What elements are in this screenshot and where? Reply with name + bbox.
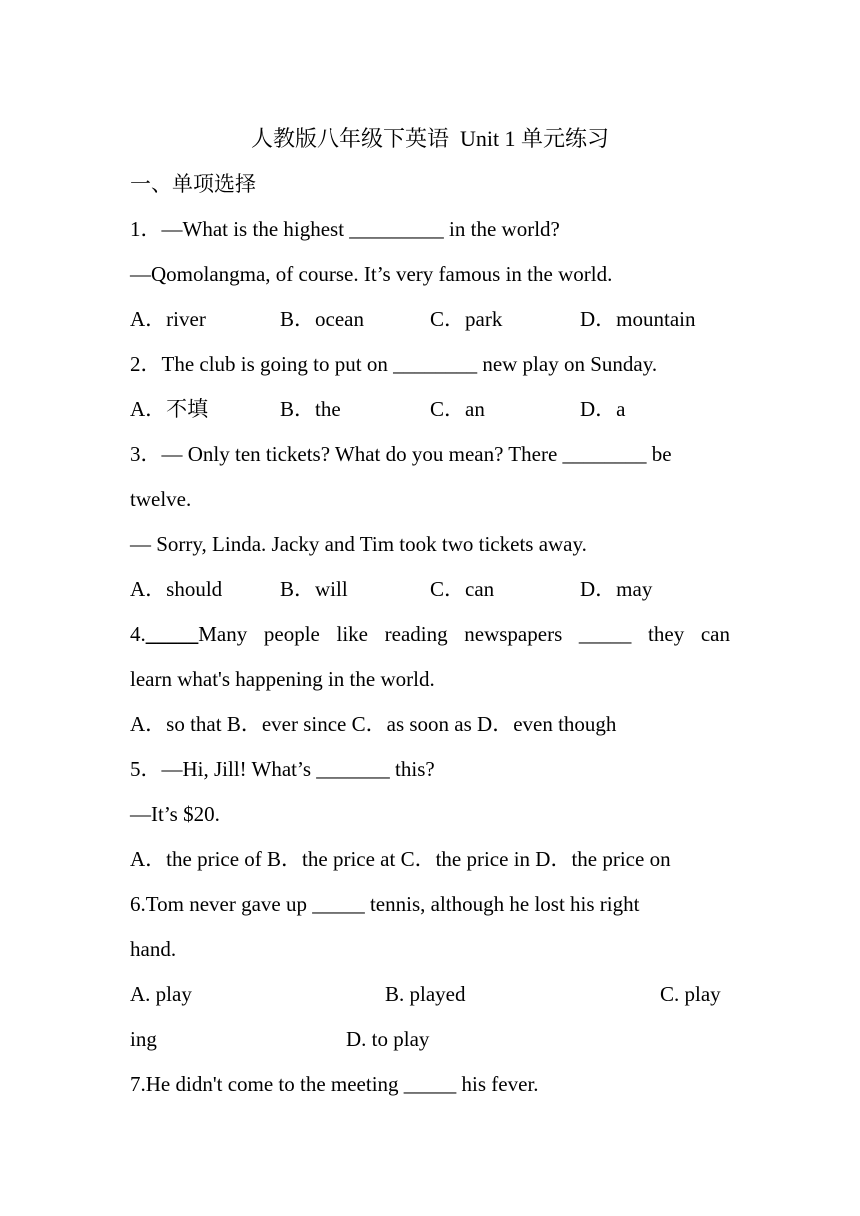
question-4-number: 4. (130, 622, 146, 646)
question-3-stem-line-2: twelve. (130, 487, 192, 511)
question-1-answer-line: —Qomolangma, of course. It’s very famous in the world. (130, 262, 613, 286)
question-6-stem-line-1: 6.Tom never gave up _____ tennis, although he lost his right (130, 892, 640, 916)
question-1-option-d: D．mountain (580, 307, 696, 331)
question-6-option-a: A. play (130, 982, 192, 1006)
question-6-stem-line-2: hand. (130, 937, 177, 961)
question-3-option-d: D．may (580, 577, 653, 601)
question-2-option-a: A．不填 (130, 397, 209, 421)
question-1-stem: 1．—What is the highest _________ in the world? (130, 217, 560, 241)
question-4-stem-line-2: learn what's happening in the world. (130, 667, 435, 691)
question-6-option-b: B. played (385, 982, 466, 1006)
question-1-option-a: A．river (130, 307, 206, 331)
question-4-stem-line-1 (130, 620, 730, 648)
question-6-option-c: C. play (660, 982, 721, 1006)
question-6-option-d: D. to play (346, 1027, 430, 1051)
question-3-option-c: C．can (430, 577, 495, 601)
page-title: 人教版八年级下英语 Unit 1 单元练习 (250, 126, 610, 151)
question-5-answer-line: —It’s $20. (130, 802, 220, 826)
question-7-stem: 7.He didn't come to the meeting _____ his fever. (130, 1072, 539, 1096)
question-6-option-c-wrap: ing (130, 1027, 157, 1051)
question-2-option-b: B．the (280, 397, 341, 421)
question-3-stem-line-1: 3．— Only ten tickets? What do you mean? There ________ be (130, 442, 672, 466)
question-1-option-b: B．ocean (280, 307, 364, 331)
question-2-option-d: D．a (580, 397, 626, 421)
question-4-stem-text: Many people like reading newspapers _____ they can (198, 622, 730, 646)
question-2-option-c: C．an (430, 397, 485, 421)
question-1-option-c: C．park (430, 307, 503, 331)
question-4-blank: _____ (145, 622, 199, 646)
question-3-option-a: A．should (130, 577, 223, 601)
question-3-answer-line: — Sorry, Linda. Jacky and Tim took two tickets away. (130, 532, 587, 556)
question-5-options: A．the price of B．the price at C．the price in D．the price on (130, 847, 671, 871)
question-3-option-b: B．will (280, 577, 348, 601)
section-heading: 一、单项选择 (130, 172, 256, 196)
question-5-stem: 5．—Hi, Jill! What’s _______ this? (130, 757, 435, 781)
question-2-stem: 2．The club is going to put on ________ new play on Sunday. (130, 352, 658, 376)
question-4-options: A．so that B．ever since C．as soon as D．even though (130, 712, 617, 736)
